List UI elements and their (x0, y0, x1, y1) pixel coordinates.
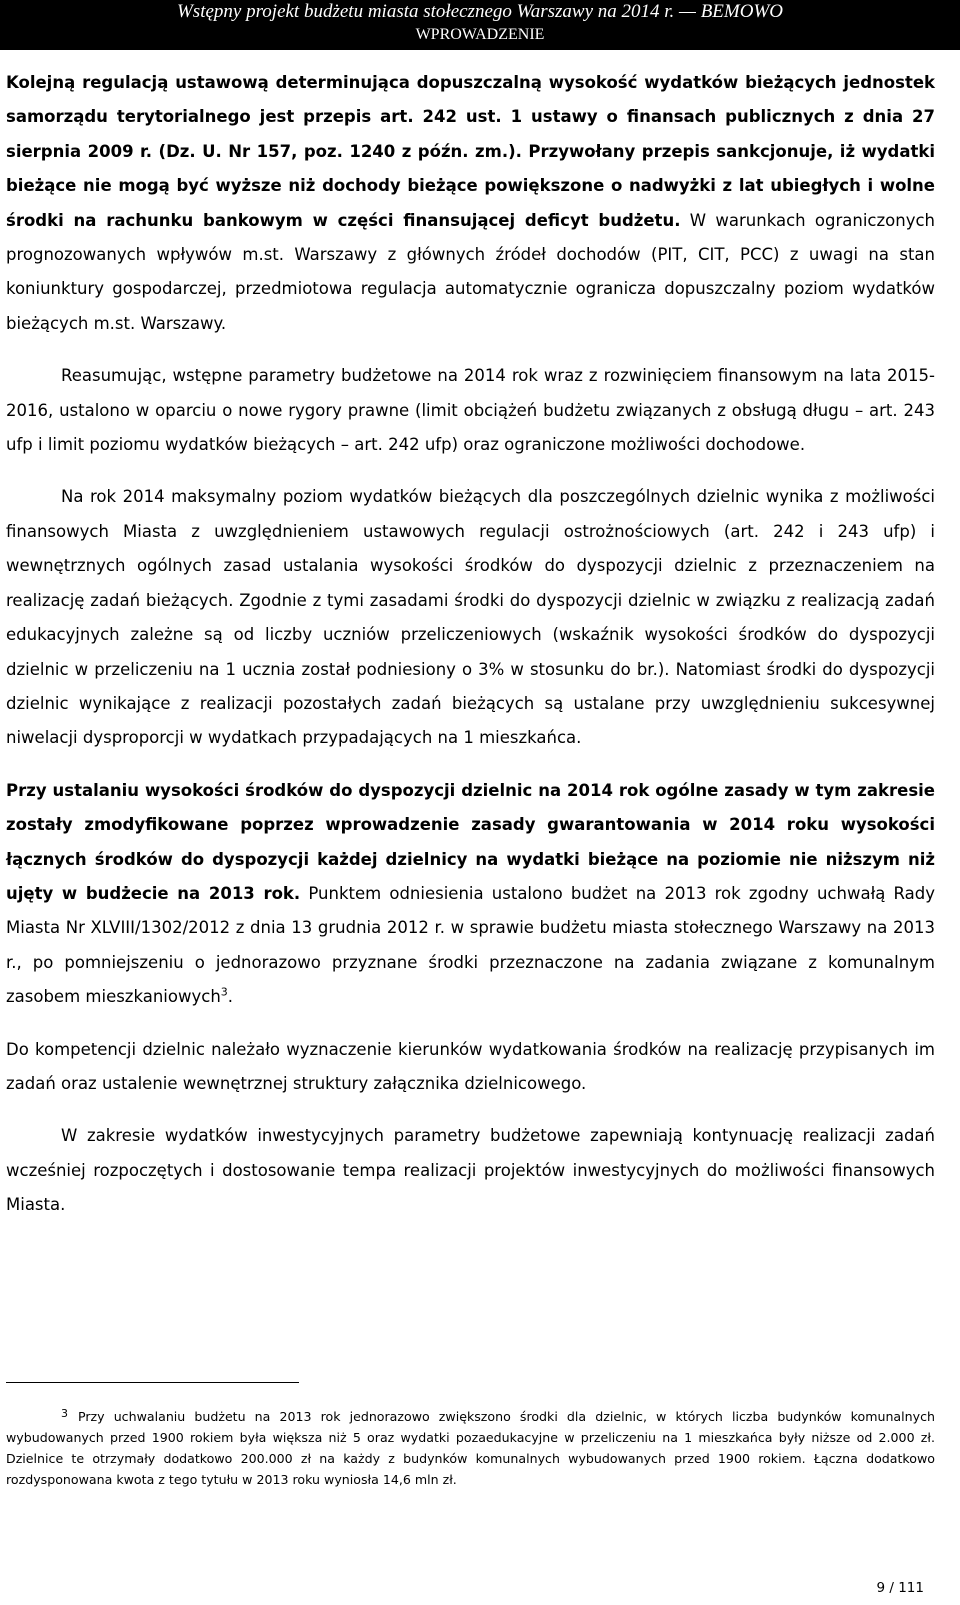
footnote-separator (6, 1382, 299, 1383)
footnote: 3 Przy uchwalaniu budżetu na 2013 rok jednorazowo zwiększono środki dla dzielnic, w których liczba budynków komunalnych wybudowanych przed 1900 rokiem była większa niż 5 oraz wydatki pozaedukacyjne w przeliczeniu na 1 mieszkańca były niższe od 2.000 zł. Dzielnice te otrzymały dodatkowo 200.000 zł na każdy z budynków komunalnych wybudowanych przed 1900 rokiem. Łączna dodatkowo rozdysponowana kwota z tego tytułu w 2013 roku wyniosła 14,6 mln zł. (6, 1407, 935, 1487)
paragraph-guarantee-rule-normal: Punktem odniesienia ustalono budżet na 2013 rok zgodny uchwałą Rady Miasta Nr XLVIII/1302/2012 z dnia 13 grudnia 2012 r. w sprawie budżetu miasta stołecznego Warszawy na 2013 r., po pomniejszeniu o jednorazowo przyznane środki przeznaczone na zadania związane z komunalnym zasobem mieszkaniowych (6, 883, 935, 1007)
paragraph-district-competence: Do kompetencji dzielnic należało wyznaczenie kierunków wydatkowania środków na realizację przypisanych im zadań oraz ustalenie wewnętrznej struktury załącznika dzielnicowego. (6, 1039, 935, 1093)
paragraph-district-limits: Na rok 2014 maksymalny poziom wydatków bieżących dla poszczególnych dzielnic wynika z możliwości finansowych Miasta z uwzględnieniem ustawowych regulacji ostrożnościowych (art. 242 i 243 ufp) i wewnętrznych ogólnych zasad ustalania wysokości środków do dyspozycji dzielnic z przeznaczeniem na realizację zadań bieżących. Zgodnie z tymi zasadami środki do dyspozycji dzielnic w związku z realizacją zadań edukacyjnych zależne są od liczby uczniów przeliczeniowych (wskaźnik wysokości środków do dyspozycji dzielnic w przeliczeniu na 1 ucznia został podniesiony o 3% w stosunku do br.). Natomiast środki do dyspozycji dzielnic wynikające z realizacji pozostałych zadań bieżących są ustalane przy uwzględnieniu sukcesywnej niwelacji dysproporcji w wydatkach przypadających na 1 mieszkańca. (6, 487, 935, 748)
page-number: 9 / 111 (876, 1580, 924, 1596)
paragraph-investment: W zakresie wydatków inwestycyjnych parametry budżetowe zapewniają kontynuację realizacji zadań wcześniej rozpoczętych i dostosowanie tempa realizacji projektów inwestycyjnych do możliwości finansowych Miasta. (6, 1126, 935, 1215)
document-body (6, 66, 935, 1223)
header-title: Wstępny projekt budżetu miasta stołecznego Warszawy na 2014 r. — BEMOWO (176, 1, 783, 22)
running-header (0, 0, 960, 50)
paragraph-art-242-normal: W warunkach ograniczonych prognozowanych wpływów m.st. Warszawy z głównych źródeł dochodów (PIT, CIT, PCC) z uwagi na stan koniunktury gospodarczej, przedmiotowa regulacja automatycznie ogranicza dopuszczalny poziom wydatków bieżących m.st. Warszawy. (6, 210, 935, 333)
paragraph-guarantee-rule-bold: Przy ustalaniu wysokości środków do dyspozycji dzielnic na 2014 rok ogólne zasady w tym zakresie zostały zmodyfikowane poprzez wprowadzenie zasady gwarantowania w 2014 roku wysokości łącznych środków do dyspozycji każdej dzielnicy na wydatki bieżące na poziomie nie niższym niż ujęty w budżecie na 2013 rok. (6, 780, 935, 903)
header-section: WPROWADZENIE (415, 26, 545, 43)
paragraph-summary: Reasumując, wstępne parametry budżetowe na 2014 rok wraz z rozwinięciem finansowym na lata 2015-2016, ustalono w oparciu o nowe rygory prawne (limit obciążeń budżetu związanych z obsługą długu – art. 243 ufp i limit poziomu wydatków bieżących – art. 242 ufp) oraz ograniczone możliwości dochodowe. (6, 366, 935, 455)
paragraph-art-242-bold: Kolejną regulacją ustawową determinująca dopuszczalną wysokość wydatków bieżących jednostek samorządu terytorialnego jest przepis art. 242 ust. 1 ustawy o finansach publicznych z dnia 27 sierpnia 2009 r. (Dz. U. Nr 157, poz. 1240 z późn. zm.). Przywołany przepis sankcjonuje, iż wydatki bieżące nie mogą być wyższe niż dochody bieżące powiększone o nadwyżki z lat ubiegłych i wolne środki na rachunku bankowym w części finansującej deficyt budżetu. (6, 73, 935, 230)
paragraph-guarantee-rule (6, 774, 935, 1015)
footnote-reference[interactable]: 3 (220, 985, 228, 999)
footnote-text: Przy uchwalaniu budżetu na 2013 rok jednorazowo zwiększono środki dla dzielnic, w których liczba budynków komunalnych wybudowanych przed 1900 rokiem była większa niż 5 oraz wydatki pozaedukacyjne w przeliczeniu na 1 mieszkańca były niższe od 2.000 zł. Dzielnice te otrzymały dodatkowo 200.000 zł na każdy z budynków komunalnych wybudowanych przed 1900 rokiem. Łączna dodatkowo rozdysponowana kwota z tego tytułu w 2013 roku wyniosła 14,6 mln zł. (6, 1409, 935, 1487)
paragraph-art-242 (6, 66, 935, 341)
paragraph-guarantee-rule-end: . (227, 987, 234, 1007)
